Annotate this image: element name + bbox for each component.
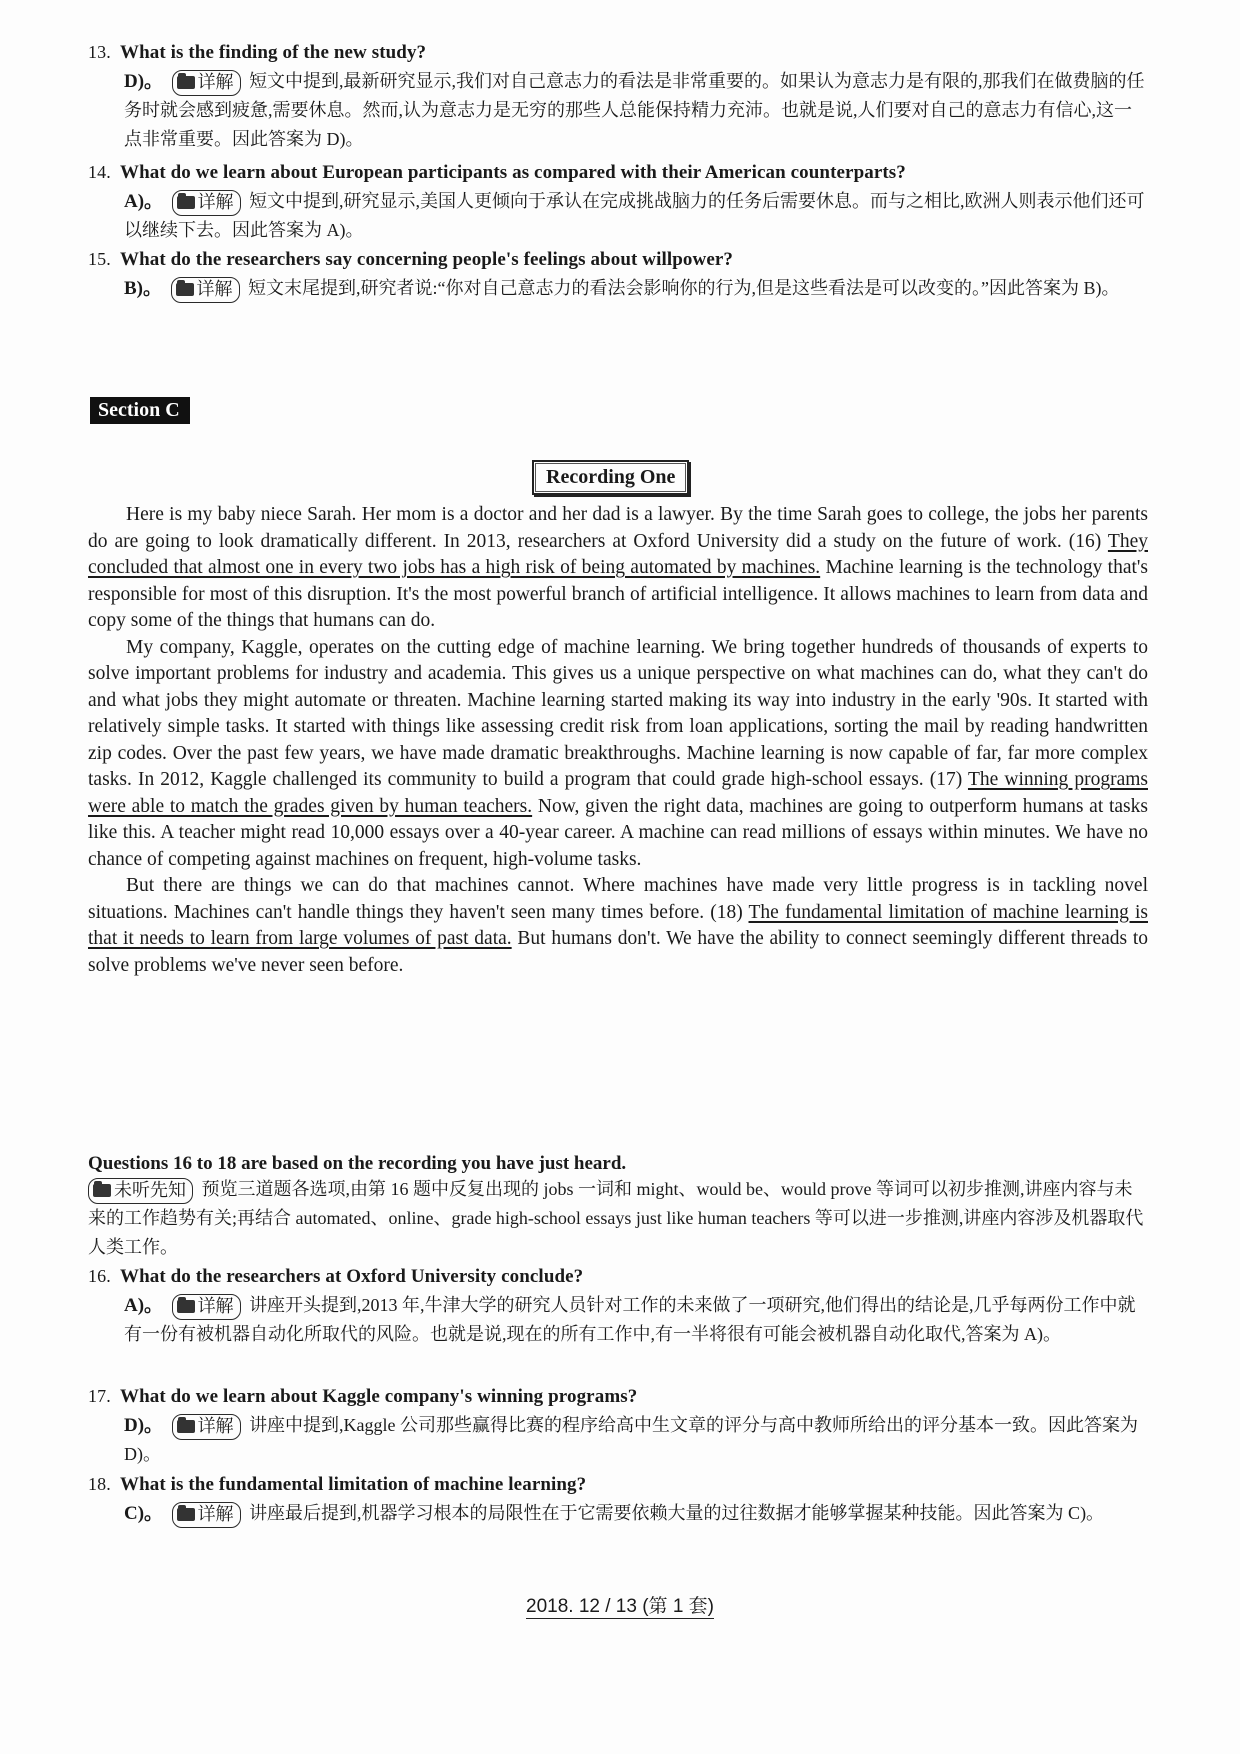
- underlined-answer-18: The fundamental limitation of machine learning is that it needs to learn from large volumes of past data.: [88, 901, 1148, 949]
- answer-block: [88, 1411, 1148, 1469]
- question-number: 15.: [88, 249, 111, 269]
- question-13: [88, 38, 1148, 154]
- question-text: What do the researchers say concerning people's feelings about willpower?: [120, 249, 733, 270]
- explanation-text: 短文中提到,研究显示,美国人更倾向于承认在完成挑战脑力的任务后需要休息。而与之相比,欧洲人则表示他们还可以继续下去。因此答案为 A)。: [124, 191, 1145, 240]
- question-text: What do we learn about European participants as compared with their American counterparts?: [120, 162, 906, 183]
- folder-icon: [177, 196, 195, 209]
- answer-letter: D)。: [124, 1415, 164, 1436]
- passage-paragraph-3: But there are things we can do that machines cannot. Where machines have made very little progress is in tackling novel situations. Machines can't handle things they haven't seen many times before. (18) The fundamental limitation of machine learning is that it needs to learn from large volumes of past data. But humans don't. We have the ability to connect seemingly different threads to solve problems we've never seen before.: [88, 875, 1149, 976]
- detail-badge: 详解: [172, 190, 241, 216]
- questions-intro-block: [88, 1153, 1148, 1262]
- question-15: [88, 245, 1148, 303]
- answer-letter: B)。: [124, 278, 163, 299]
- question-17: [88, 1382, 1148, 1469]
- question-text: What is the fundamental limitation of machine learning?: [120, 1474, 587, 1495]
- explanation-text: 短文末尾提到,研究者说:“你对自己意志力的看法会影响你的行为,但是这些看法是可以改变的。”因此答案为 B)。: [248, 278, 1120, 298]
- answer-letter: D)。: [124, 71, 164, 92]
- underlined-answer-17: The winning programs were able to match the grades given by human teachers.: [88, 769, 1148, 817]
- answer-block: [88, 187, 1148, 245]
- detail-badge: 详解: [172, 1294, 241, 1320]
- folder-icon: [176, 283, 194, 296]
- detail-badge: 详解: [172, 70, 241, 96]
- answer-letter: A)。: [124, 191, 164, 212]
- preview-badge: 未听先知: [88, 1178, 193, 1204]
- question-14: [88, 158, 1148, 245]
- folder-icon: [93, 1184, 111, 1197]
- answer-block: [88, 67, 1148, 154]
- question-number: 17.: [88, 1386, 111, 1406]
- questions-intro: Questions 16 to 18 are based on the recording you have just heard.: [88, 1153, 627, 1174]
- answer-letter: C)。: [124, 1503, 164, 1524]
- question-text: What do the researchers at Oxford University conclude?: [120, 1266, 584, 1287]
- recording-title: Recording One: [532, 460, 689, 495]
- page-footer: [0, 1591, 1240, 1618]
- section-label: Section C: [90, 397, 190, 424]
- explanation-text: 短文中提到,最新研究显示,我们对自己意志力的看法是非常重要的。如果认为意志力是有限的,那我们在做费脑的任务时就会感到疲惫,需要休息。然而,认为意志力是无穷的那些人总能保持精力充沛。也就是说,人们要对自己的意志力有信心,这一点非常重要。因此答案为 D)。: [124, 71, 1145, 149]
- passage-paragraph-1: Here is my baby niece Sarah. Her mom is a doctor and her dad is a lawyer. By the time Sarah goes to college, the jobs her parents do are going to look dramatically different. In 2013, researchers at Oxford University did a study on the future of work. (16) They concluded that almost one in every two jobs has a high risk of being automated by machines. Machine learning is the technology that's responsible for most of this disruption. It's the most powerful branch of artificial intelligence. It allows machines to learn from data and copy some of the things that humans can do.: [88, 504, 1148, 631]
- answer-block: [88, 1291, 1148, 1349]
- underlined-answer-16: They concluded that almost one in every two jobs has a high risk of being automated by machines.: [88, 530, 1148, 578]
- question-number: 14.: [88, 162, 111, 182]
- detail-badge: 详解: [171, 277, 240, 303]
- question-number: 16.: [88, 1266, 111, 1286]
- explanation-text: 讲座中提到,Kaggle 公司那些赢得比赛的程序给高中生文章的评分与高中教师所给出的评分基本一致。因此答案为 D)。: [124, 1415, 1139, 1464]
- question-text: What is the finding of the new study?: [120, 42, 427, 63]
- folder-icon: [177, 76, 195, 89]
- question-number: 13.: [88, 42, 111, 62]
- preview-block: [88, 1175, 1148, 1262]
- answer-block: [88, 274, 1148, 303]
- explanation-text: 讲座开头提到,2013 年,牛津大学的研究人员针对工作的未来做了一项研究,他们得出的结论是,几乎每两份工作中就有一份有被机器自动化所取代的风险。也就是说,现在的所有工作中,有一半将很有可能会被机器自动化取代,答案为 A)。: [124, 1295, 1136, 1344]
- question-16: [88, 1262, 1148, 1349]
- preview-text: 预览三道题各选项,由第 16 题中反复出现的 jobs 一词和 might、would be、would prove 等词可以初步推测,讲座内容与未来的工作趋势有关;再结合 automated、online、grade high-school essays just like human teachers 等可以进一步推测,讲座内容涉及机器取代人类工作。: [88, 1179, 1144, 1257]
- folder-icon: [177, 1300, 195, 1313]
- answer-letter: A)。: [124, 1295, 164, 1316]
- passage-paragraph-2: My company, Kaggle, operates on the cutting edge of machine learning. We bring together hundreds of thousands of experts to solve important problems for industry and academia. This gives us a unique perspective on what machines can do, what they can't do and what jobs they might automate or threaten. Machine learning started making its way into industry in the early '90s. It started with relatively simple tasks. It started with things like assessing credit risk from loan applications, sorting the mail by reading handwritten zip codes. Over the past few years, we have made dramatic breakthroughs. Machine learning is now capable of far, far more complex tasks. In 2012, Kaggle challenged its community to build a program that could grade high-school essays. (17) The winning programs were able to match the grades given by human teachers. Now, given the right data, machines are going to outperform humans at tasks like this. A teacher might read 10,000 essays over a 40-year career. A machine can read millions of essays within minutes. We have no chance of competing against machines on frequent, high-volume tasks.: [88, 636, 1148, 870]
- question-text: What do we learn about Kaggle company's winning programs?: [120, 1386, 638, 1407]
- explanation-text: 讲座最后提到,机器学习根本的局限性在于它需要依赖大量的过往数据才能够掌握某种技能。因此答案为 C)。: [249, 1503, 1105, 1523]
- detail-badge: 详解: [172, 1414, 241, 1440]
- question-number: 18.: [88, 1474, 111, 1494]
- recording-passage: [88, 502, 1148, 979]
- footer-label: 2018. 12 / 13 (第 1 套): [526, 1596, 714, 1617]
- detail-badge: 详解: [172, 1502, 241, 1528]
- folder-icon: [177, 1508, 195, 1521]
- folder-icon: [177, 1420, 195, 1433]
- answer-block: [88, 1499, 1148, 1528]
- question-18: [88, 1470, 1148, 1528]
